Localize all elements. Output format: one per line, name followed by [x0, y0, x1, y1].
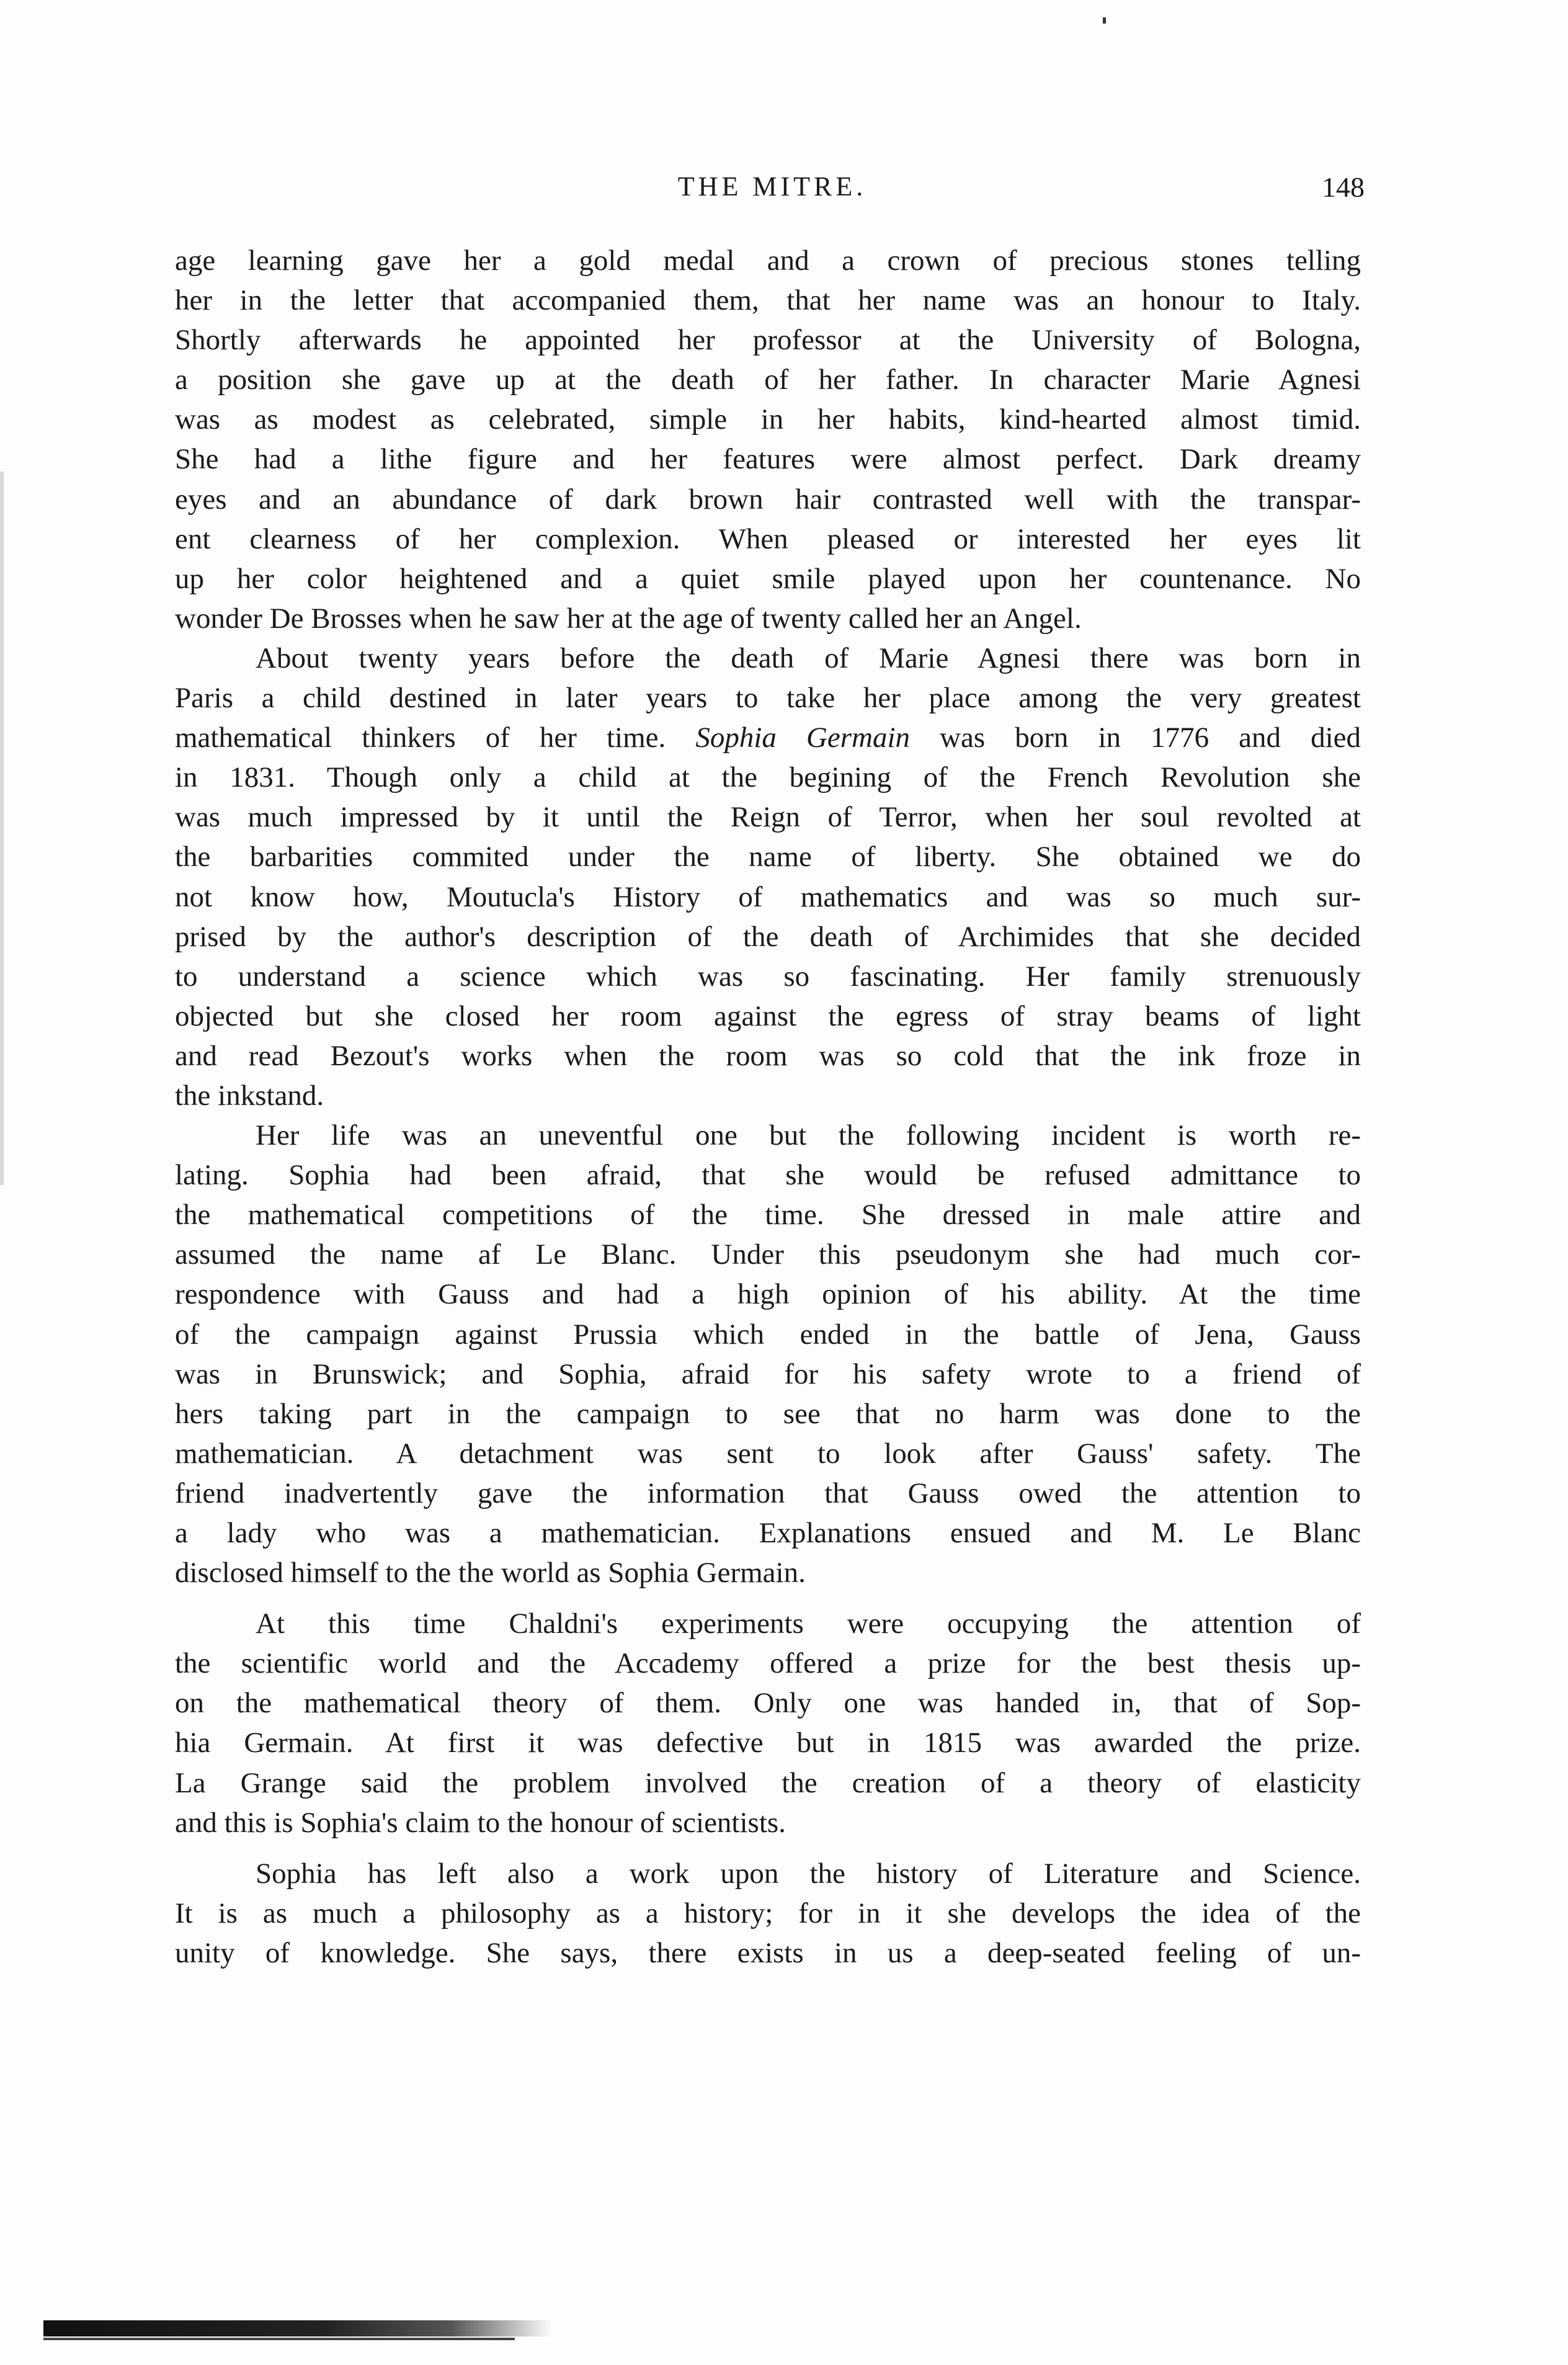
text-line: eyes and an abundance of dark brown hair contrasted well with the transpar-: [175, 483, 1361, 516]
scan-artifact-line: [43, 2338, 515, 2340]
text-line: a position she gave up at the death of her father. In character Marie Agnesi: [175, 364, 1361, 396]
text-line: on the mathematical theory of them. Only one was handed in, that of Sop-: [175, 1687, 1361, 1720]
text-line: age learning gave her a gold medal and a crown of precious stones telling: [175, 244, 1361, 277]
text-line: was as modest as celebrated, simple in her habits, kind-hearted almost timid.: [175, 403, 1361, 436]
scan-speck: [1103, 17, 1106, 24]
text-line: was much impressed by it until the Reign of Terror, when her soul revolted at: [175, 801, 1361, 834]
italic-name: Sophia Germain: [695, 722, 911, 754]
text-line: It is as much a philosophy as a history; for in it she develops the idea of the: [175, 1897, 1361, 1929]
paragraph: [175, 1854, 1361, 1973]
paragraph-gap: [175, 1843, 1361, 1854]
text-line: At this time Chaldni's experiments were occupying the attention of: [256, 1607, 1361, 1640]
text-line: her in the letter that accompanied them, that her name was an honour to Italy.: [175, 284, 1361, 317]
text-line: was in Brunswick; and Sophia, afraid for his safety wrote to a friend of: [175, 1357, 1361, 1390]
text-line: ent clearness of her complexion. When pleased or interested her eyes lit: [175, 522, 1361, 555]
text-line: the barbarities commited under the name of liberty. She obtained we do: [175, 841, 1361, 874]
page-number: 148: [1322, 171, 1365, 203]
text-line: Sophia has left also a work upon the history of Literature and Science.: [256, 1857, 1361, 1890]
text-line: in 1831. Though only a child at the begining of the French Revolution she: [175, 761, 1361, 794]
text-line: up her color heightened and a quiet smile played upon her countenance. No: [175, 562, 1361, 595]
text-line: unity of knowledge. She says, there exists in us a deep-seated feeling of un-: [175, 1936, 1361, 1969]
text-line: prised by the author's description of the death of Archimides that she decided: [175, 920, 1361, 953]
text-line: objected but she closed her room against the egress of stray beams of light: [175, 999, 1361, 1032]
text-line: and this is Sophia's claim to the honour of scientists.: [175, 1806, 786, 1839]
text-line: not know how, Moutucla's History of mathematics and was so much sur-: [175, 880, 1361, 913]
text-line: mathematician. A detachment was sent to look after Gauss' safety. The: [175, 1437, 1361, 1470]
text-line: the mathematical competitions of the time. She dressed in male attire and: [175, 1199, 1361, 1232]
scan-artifact-bar: [43, 2320, 552, 2336]
text-line: mathematical thinkers of her time. Sophia Germain was born in 1776 and died: [175, 722, 1361, 754]
text-line: the scientific world and the Accademy offered a prize for the best thesis up-: [175, 1647, 1361, 1680]
page-header: [180, 171, 1365, 214]
paragraph-gap: [175, 1593, 1361, 1604]
text-line: wonder De Brosses when he saw her at the age of twenty called her an Angel.: [175, 602, 1082, 635]
paragraph: [175, 1115, 1361, 1593]
paragraph: [175, 638, 1361, 1115]
text-line: respondence with Gauss and had a high opinion of his ability. At the time: [175, 1278, 1361, 1311]
text-line: a lady who was a mathematician. Explanations ensued and M. Le Blanc: [175, 1517, 1361, 1549]
text-line: La Grange said the problem involved the creation of a theory of elasticity: [175, 1766, 1361, 1799]
text-line: lating. Sophia had been afraid, that she would be refused admittance to: [175, 1159, 1361, 1192]
text-line: hia Germain. At first it was defective but in 1815 was awarded the prize.: [175, 1727, 1361, 1759]
text-line: Her life was an uneventful one but the following incident is worth re-: [256, 1119, 1361, 1152]
text-line: friend inadvertently gave the information that Gauss owed the attention to: [175, 1477, 1361, 1509]
text-line: She had a lithe figure and her features were almost perfect. Dark dreamy: [175, 443, 1361, 476]
paragraph: [175, 241, 1361, 638]
text-line: assumed the name af Le Blanc. Under this pseudonym she had much cor-: [175, 1238, 1361, 1271]
text-line: and read Bezout's works when the room was so cold that the ink froze in: [175, 1039, 1361, 1072]
text-line: to understand a science which was so fascinating. Her family strenuously: [175, 960, 1361, 993]
text-line: of the campaign against Prussia which ended in the battle of Jena, Gauss: [175, 1318, 1361, 1351]
text-line: hers taking part in the campaign to see that no harm was done to the: [175, 1397, 1361, 1430]
page-edge-shadow: [0, 472, 4, 1185]
paragraph: [175, 1604, 1361, 1843]
text-line: Paris a child destined in later years to take her place among the very greatest: [175, 682, 1361, 715]
text-line: the inkstand.: [175, 1079, 324, 1112]
text-line: disclosed himself to the the world as Sophia Germain.: [175, 1557, 806, 1589]
text-line: About twenty years before the death of Marie Agnesi there was born in: [256, 642, 1361, 674]
text-line: Shortly afterwards he appointed her professor at the University of Bologna,: [175, 324, 1361, 357]
running-head: THE MITRE.: [677, 171, 867, 202]
body-text: [175, 241, 1361, 1973]
